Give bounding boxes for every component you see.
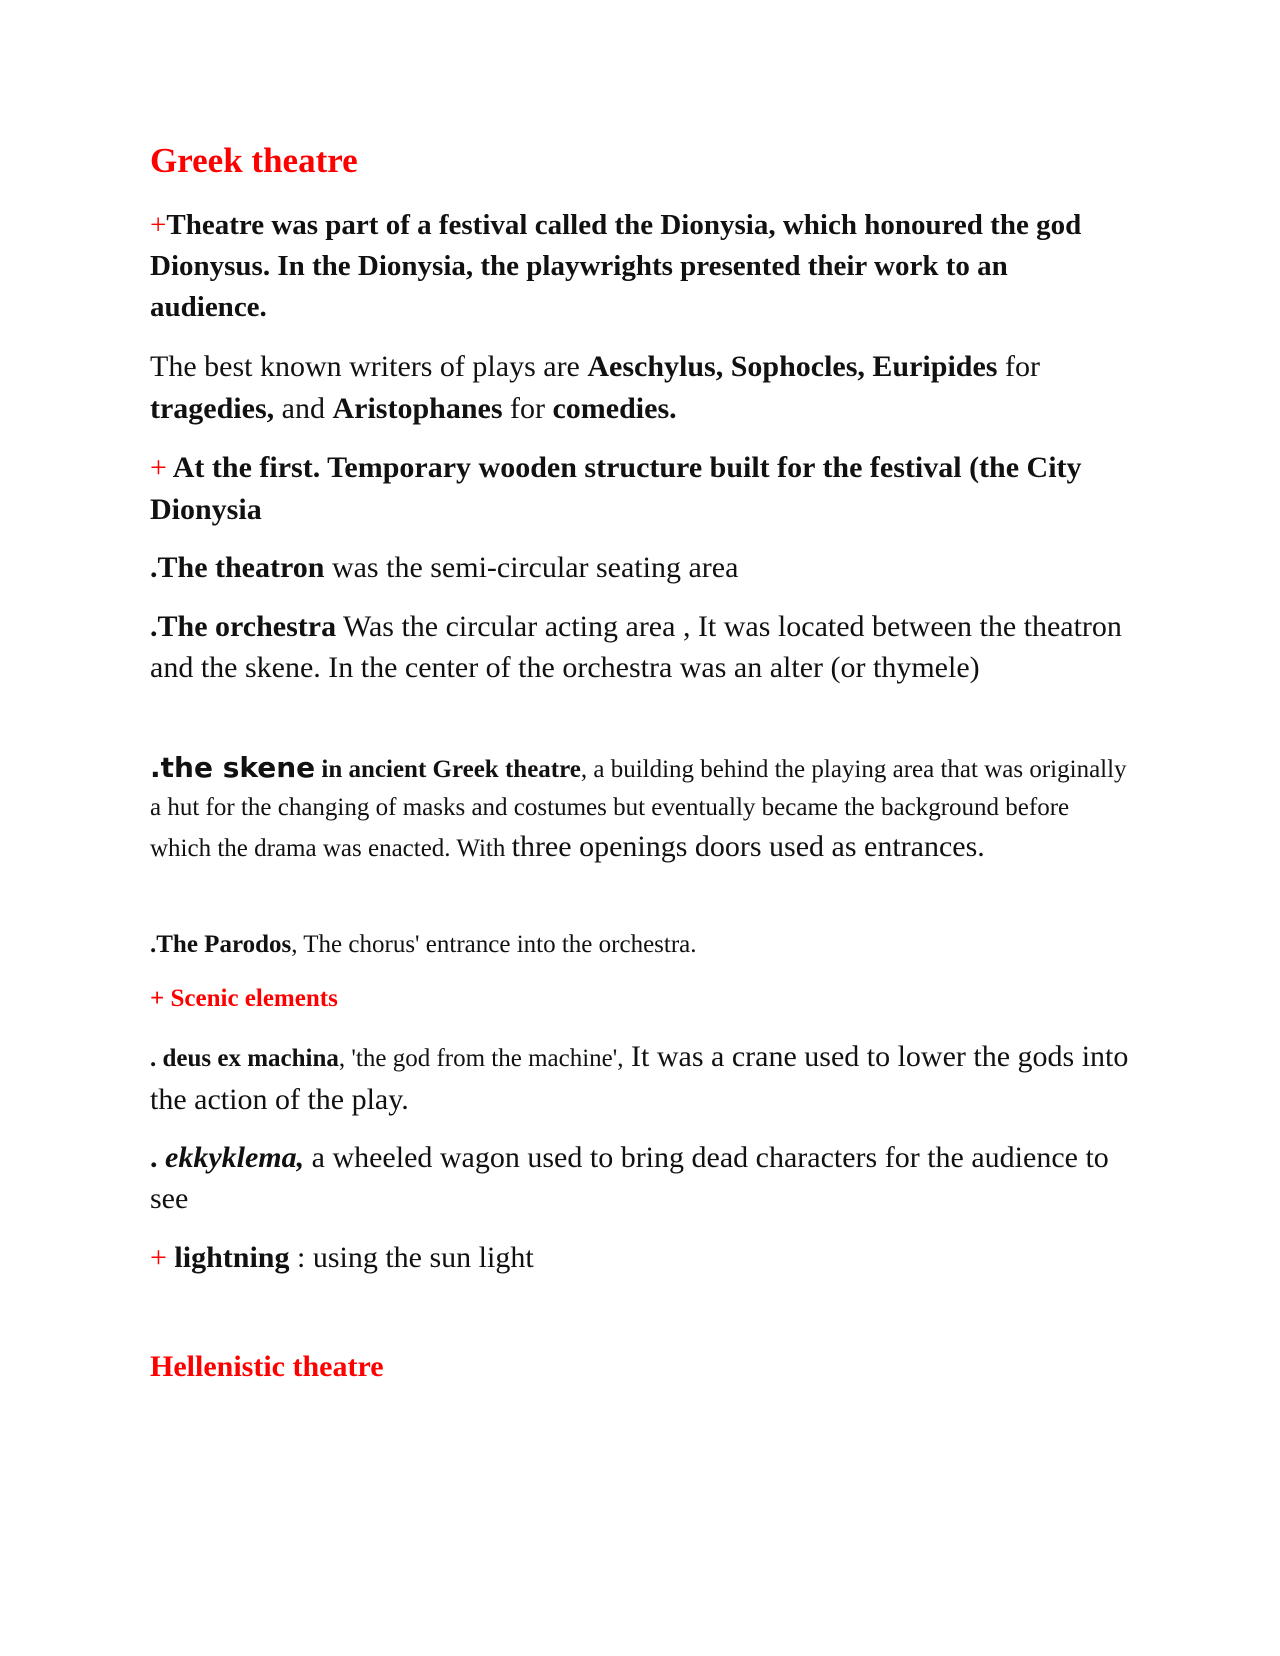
paragraph-orchestra [150, 606, 1130, 688]
theatron-term: .The theatron [150, 551, 325, 584]
tragedians-names: Aeschylus, Sophocles, Euripides [587, 350, 998, 383]
lightning-text: : using the sun light [289, 1241, 534, 1274]
ekkyklema-text: a wheeled wagon used to bring dead characters for the audience to see [150, 1141, 1109, 1215]
plus-marker: + [150, 1241, 167, 1274]
comedian-name: Aristophanes [332, 392, 503, 425]
writers-text-4: for [502, 392, 553, 425]
heading-hellenistic-theatre: Hellenistic theatre [150, 1350, 384, 1383]
paragraph-deus-ex-machina [150, 1036, 1130, 1120]
writers-text-3: and [274, 392, 333, 425]
skene-text-large: three openings doors used as entrances. [511, 830, 985, 863]
deus-ex-machina-text: It was a crane used to lower the gods into the action of the play. [150, 1040, 1129, 1116]
paragraph-ekkyklema [150, 1137, 1130, 1219]
deus-ex-machina-translation: , 'the god from the machine', [338, 1045, 624, 1072]
parodos-term: .The Parodos [150, 931, 292, 958]
tragedies-term: tragedies, [150, 392, 275, 425]
skene-text-small: , a building behind the playing area that was originally a hut for the changing of masks and costumes but eventually became the background before which the drama was enacted. With [150, 756, 1127, 862]
paragraph-writers [150, 346, 1130, 430]
paragraph-theatron [150, 547, 1130, 589]
paragraph-skene [150, 749, 1130, 868]
lightning-term: lightning [166, 1241, 290, 1274]
paragraph-dionysia [150, 205, 1130, 328]
paragraph-temporary-structure [150, 447, 1130, 531]
heading-greek-theatre: Greek theatre [150, 141, 358, 180]
deus-ex-machina-term: . deus ex machina [150, 1045, 339, 1072]
orchestra-text: Was the circular acting area , It was located between the theatron and the skene. In the center of the orchestra was an alter (or thymele) [150, 610, 1122, 684]
ekkyklema-term: ekkyklema, [165, 1141, 305, 1174]
plus-marker: + [150, 209, 167, 241]
ekkyklema-dot: . [150, 1141, 165, 1174]
paragraph-parodos [150, 928, 1130, 962]
dionysia-text: Theatre was part of a festival called the Dionysia, which honoured the god Dionysus. In the Dionysia, the playwrights presented their work to an audience. [150, 209, 1082, 323]
comedies-term: comedies. [552, 392, 677, 425]
skene-term: .the skene [150, 751, 316, 784]
skene-term-context: in ancient Greek theatre [315, 756, 581, 783]
orchestra-term: .The orchestra [150, 610, 337, 643]
scenic-elements-heading: + Scenic elements [150, 985, 338, 1012]
temporary-structure-text: At the first. Temporary wooden structure built for the festival (the City Dionysia [150, 451, 1082, 526]
theatron-text: was the semi-circular seating area [324, 551, 739, 584]
writers-text-1: The best known writers of plays are [150, 350, 588, 383]
paragraph-lightning [150, 1237, 1130, 1279]
writers-text-2: for [997, 350, 1040, 383]
parodos-text: , The chorus' entrance into the orchestra. [291, 931, 697, 958]
plus-marker: + [150, 451, 167, 484]
